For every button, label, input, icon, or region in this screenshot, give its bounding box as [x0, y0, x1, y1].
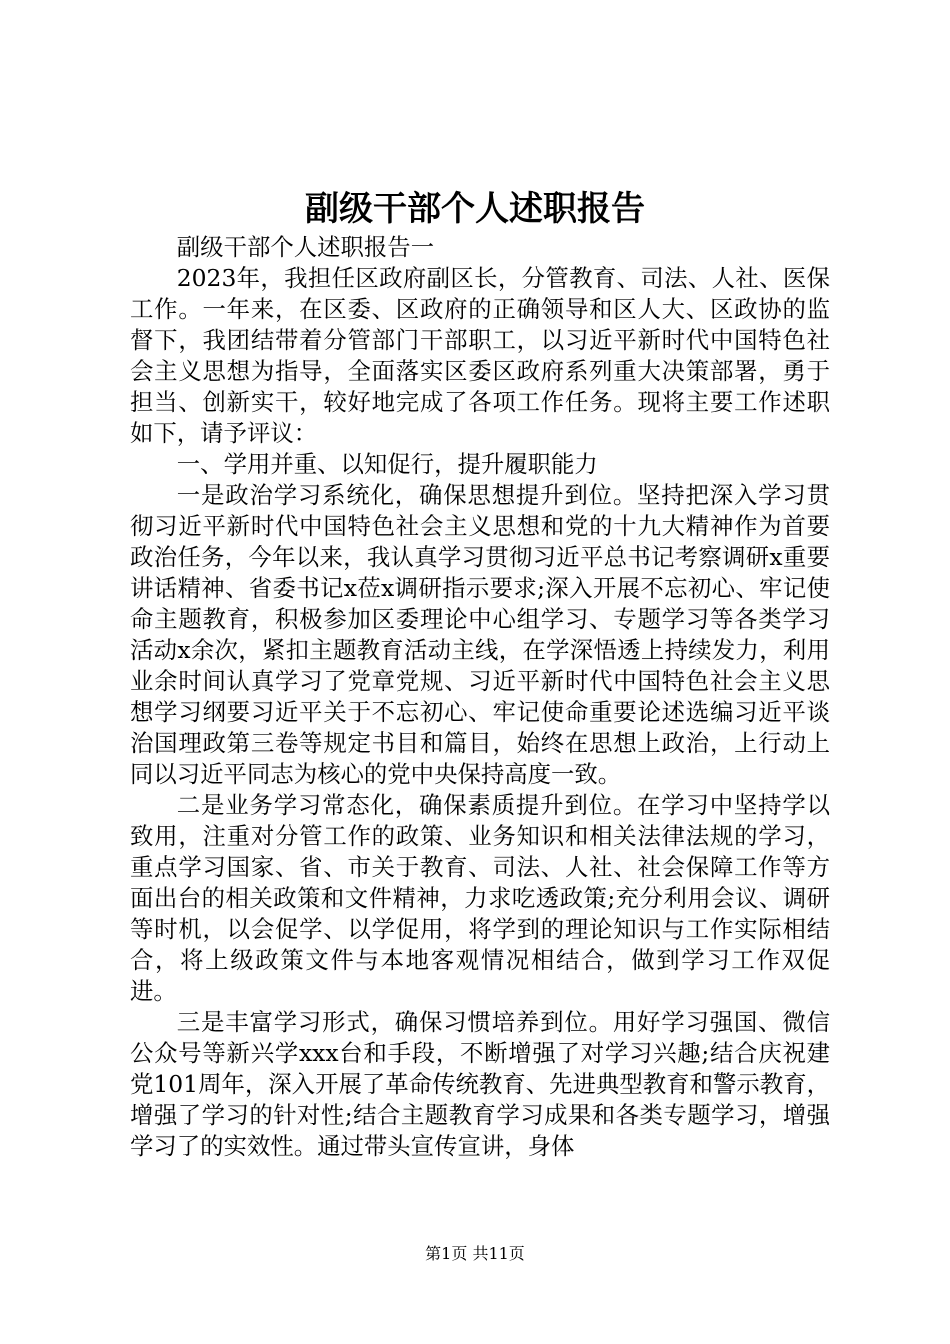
document-body: [130, 232, 830, 1162]
paragraph-subtitle: 副级干部个人述职报告一: [176, 233, 435, 261]
paragraph-study-forms: 三是丰富学习形式，确保习惯培养到位。用好学习强国、微信公众号等新兴学xxx台和手段，不断增强了对学习兴趣;结合庆祝建党101周年，深入开展了革命传统教育、先进典型教育和警示教育，增强了学习的针对性;结合主题教育学习成果和各类专题学习，增强学习了的实效性。通过带头宣传宣讲，身体: [130, 1008, 830, 1160]
page-number-footer: 第1页 共11页: [425, 1244, 525, 1263]
document-title: 副级干部个人述职报告: [305, 189, 645, 229]
paragraph-intro: 2023年，我担任区政府副区长，分管教育、司法、人社、医保工作。一年来，在区委、区政府的正确领导和区人大、区政协的监督下，我团结带着分管部门干部职工，以习近平新时代中国特色社会主义思想为指导，全面落实区委区政府系列重大决策部署，勇于担当、创新实干，较好地完成了各项工作任务。现将主要工作述职如下，请予评议：: [130, 264, 830, 447]
paragraph-political-study: 一是政治学习系统化，确保思想提升到位。坚持把深入学习贯彻习近平新时代中国特色社会主义思想和党的十九大精神作为首要政治任务，今年以来，我认真学习贯彻习近平总书记考察调研x重要讲话精神、省委书记x莅x调研指示要求;深入开展不忘初心、牢记使命主题教育，积极参加区委理论中心组学习、专题学习等各类学习活动x余次，紧扣主题教育活动主线，在学深悟透上持续发力，利用业余时间认真学习了党章党规、习近平新时代中国特色社会主义思想学习纲要习近平关于不忘初心、牢记使命重要论述选编习近平谈治国理政第三卷等规定书目和篇目，始终在思想上政治，上行动上同以习近平同志为核心的党中央保持高度一致。: [130, 481, 830, 788]
paragraph-business-study: 二是业务学习常态化，确保素质提升到位。在学习中坚持学以致用，注重对分管工作的政策、业务知识和相关法律法规的学习，重点学习国家、省、市关于教育、司法、人社、社会保障工作等方面出台的相关政策和文件精神，力求吃透政策;充分利用会议、调研等时机，以会促学、以学促用，将学到的理论知识与工作实际相结合，将上级政策文件与本地客观情况相结合，做到学习工作双促进。: [130, 791, 830, 1005]
section-heading: 一、学用并重、以知促行，提升履职能力: [176, 450, 598, 478]
